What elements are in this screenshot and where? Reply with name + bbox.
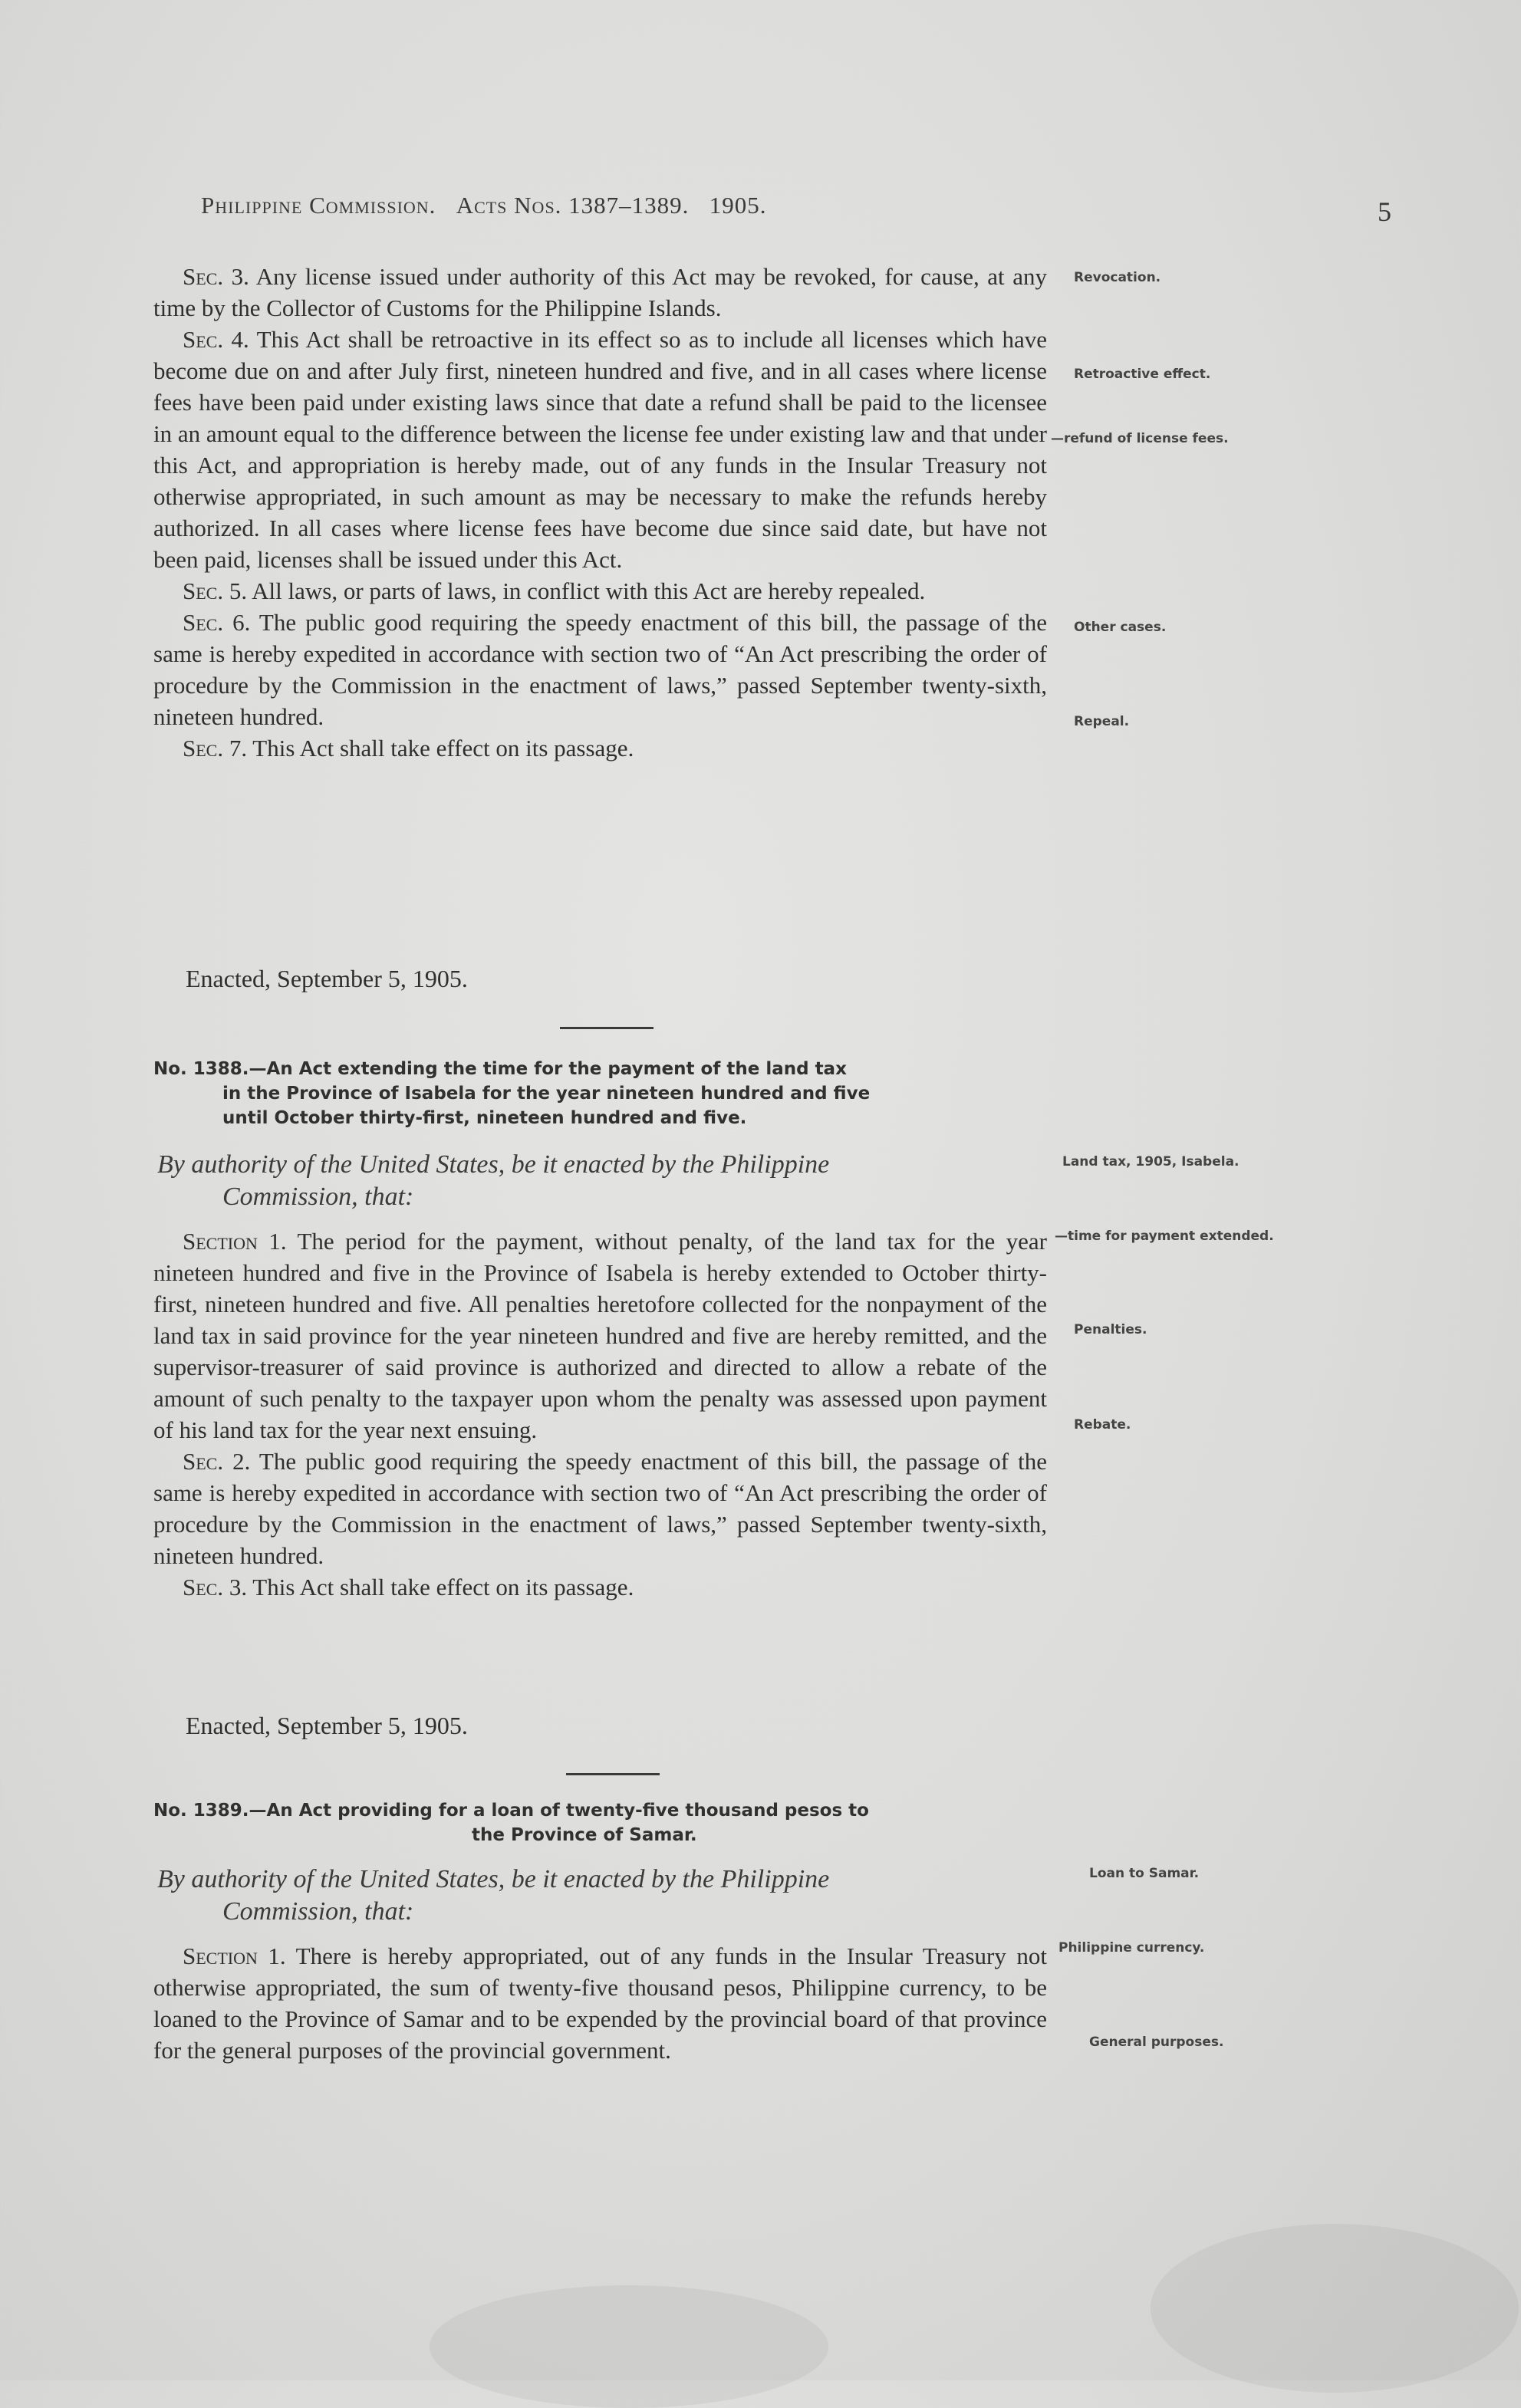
section-text: The public good requiring the speedy enactment of this bill, the passage of the same is hereby expedited in accordance with section two of “An Act prescribing the order of procedure by the Commission in the enactment of laws,” passed September twenty-sixth, nineteen hundred. (153, 1448, 1047, 1569)
margin-note-retroactive: Retroactive effect. (1074, 367, 1211, 382)
section-paragraph (153, 1446, 1047, 1571)
enacting-clause-line: By authority of the United States, be it enacted by the Philippine (157, 1865, 830, 1893)
enacting-clause-line: Commission, that: (222, 1897, 414, 1926)
section-paragraph (153, 732, 1047, 764)
section-divider (560, 1027, 654, 1029)
margin-note-time-extended: —time for payment extended. (1055, 1229, 1274, 1244)
enacting-clause (157, 1864, 1055, 1928)
section-text: This Act shall be retroactive in its effect so as to include all licenses which have become due on and after July first, nineteen hundred and five, and in all cases where license fees have been paid under existing laws since that date a refund shall be paid to the licensee in an amount equal to the difference between the license fee under existing law and that under this Act, and appropriation is hereby made, out of any funds in the Insular Treasury not otherwise appropriated, in such amount as may be necessary to make the refunds hereby authorized. In all cases where license fees have become due since said date, but have not been paid, licenses shall be issued under this Act. (153, 326, 1047, 573)
margin-note-general-purposes: General purposes. (1089, 2035, 1224, 2050)
section-label: Sec. 3. (183, 1574, 248, 1600)
section-text: All laws, or parts of laws, in conflict with this Act are hereby repealed. (247, 577, 926, 604)
act-title-line: until October thirty-first, nineteen hundred and five. (222, 1108, 747, 1128)
act-1387-body (153, 261, 1047, 764)
section-label: Sec. 7. (183, 735, 248, 762)
section-text: The public good requiring the speedy enactment of this bill, the passage of the same is hereby expedited in accordance with section two of “An Act prescribing the order of procedure by the Commission in the enactment of laws,” passed September twenty-sixth, nineteen hundred. (153, 609, 1047, 730)
section-paragraph (153, 261, 1047, 324)
paper-stain (1151, 2224, 1519, 2393)
section-label: Section 1. (183, 1943, 286, 1969)
section-paragraph (153, 1571, 1047, 1603)
act-title (153, 1057, 1055, 1130)
act-title-line: the Province of Samar. (472, 1825, 697, 1845)
section-paragraph (153, 575, 1047, 607)
section-paragraph (153, 607, 1047, 732)
section-label: Section 1. (183, 1228, 287, 1255)
section-label: Sec. 6. (183, 609, 251, 636)
section-label: Sec. 4. (183, 326, 249, 353)
running-head-year: 1905. (709, 192, 767, 219)
section-label: Sec. 3. (183, 263, 249, 290)
section-label: Sec. 5. (183, 577, 248, 604)
section-label: Sec. 2. (183, 1448, 251, 1475)
act-title-line: No. 1389.—An Act providing for a loan of twenty-five thousand pesos to (153, 1801, 869, 1821)
page-number: 5 (1378, 196, 1391, 227)
margin-note-other-cases: Other cases. (1074, 620, 1167, 635)
section-text: Any license issued under authority of this Act may be revoked, for cause, at any time by the Collector of Customs for the Philippine Islands. (153, 263, 1047, 321)
section-paragraph (153, 324, 1047, 575)
margin-note-revocation: Revocation. (1074, 270, 1161, 285)
running-head-acts: Acts Nos. 1387–1389. (456, 192, 690, 219)
running-head-title: Philippine Commission. (201, 192, 436, 219)
margin-note-currency: Philippine currency. (1058, 1940, 1205, 1956)
act-title (153, 1798, 1055, 1847)
section-text: This Act shall take effect on its passage. (247, 735, 634, 762)
act-1389-body (153, 1940, 1047, 2066)
act-title-line: No. 1388.—An Act extending the time for the payment of the land tax (153, 1059, 847, 1079)
section-text: This Act shall take effect on its passage. (247, 1574, 634, 1600)
enacting-clause-line: Commission, that: (222, 1183, 414, 1211)
section-divider (566, 1773, 660, 1775)
margin-note-refund: —refund of license fees. (1051, 431, 1229, 446)
enacted-date: Enacted, September 5, 1905. (186, 965, 468, 992)
enacted-date: Enacted, September 5, 1905. (186, 1712, 468, 1739)
act-1388-body (153, 1225, 1047, 1603)
enacting-clause-line: By authority of the United States, be it enacted by the Philippine (157, 1150, 830, 1179)
paper-stain (430, 2285, 828, 2408)
margin-note-land-tax: Land tax, 1905, Isabela. (1062, 1154, 1240, 1169)
enacting-clause (157, 1149, 1055, 1213)
margin-note-repeal: Repeal. (1074, 714, 1130, 729)
margin-note-loan: Loan to Samar. (1089, 1866, 1200, 1881)
margin-note-rebate: Rebate. (1074, 1417, 1131, 1433)
margin-note-penalties: Penalties. (1074, 1322, 1147, 1337)
section-paragraph (153, 1225, 1047, 1446)
running-head (201, 192, 991, 219)
section-text: There is hereby appropriated, out of any funds in the Insular Treasury not otherwise appropriated, the sum of twenty-five thousand pesos, Philippine currency, to be loaned to the Province of Samar and to be expended by the provincial board of that province for the general purposes of the provincial government. (153, 1943, 1047, 2064)
section-text: The period for the payment, without penalty, of the land tax for the year nineteen hundred and five in the Province of Isabela is hereby extended to October thirty-first, nineteen hundred and five. All penalties heretofore collected for the nonpayment of the land tax in said province for the year nineteen hundred and five are hereby remitted, and the supervisor-treasurer of said province is authorized and directed to allow a rebate of the amount of such penalty to the taxpayer upon whom the penalty was assessed upon payment of his land tax for the year next ensuing. (153, 1228, 1047, 1443)
act-title-line: in the Province of Isabela for the year nineteen hundred and five (222, 1084, 871, 1104)
section-paragraph (153, 1940, 1047, 2066)
